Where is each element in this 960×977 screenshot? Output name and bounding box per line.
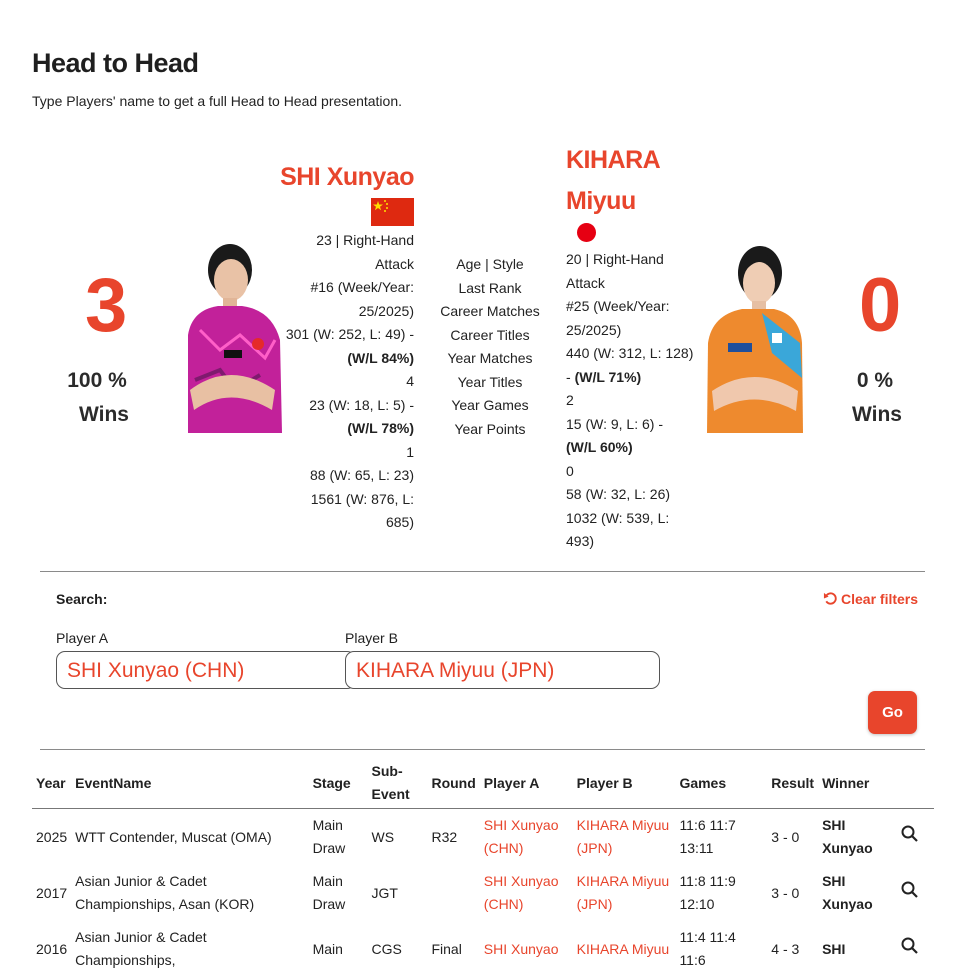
- col-winner[interactable]: Winner: [818, 758, 896, 809]
- player-b-score: 0: [859, 263, 900, 348]
- label-year-titles: Year Titles: [457, 373, 523, 390]
- player-b-last-rank: #25 (Week/Year: 25/2025): [566, 298, 670, 338]
- player-b-name[interactable]: KIHARA Miyuu: [566, 146, 660, 215]
- table-row: [32, 921, 934, 977]
- player-a-year-matches: 23 (W: 18, L: 5) - (W/L 78%): [309, 396, 414, 436]
- cell-event: WTT Contender, Muscat (OMA): [75, 828, 272, 845]
- stat-labels: [440, 253, 540, 441]
- player-b-age-style: 20 | Right-Hand Attack: [566, 251, 664, 291]
- player-b-input[interactable]: KIHARA Miyuu (JPN): [345, 651, 660, 689]
- cell-result: 3 - 0: [771, 884, 800, 901]
- player-a-year-points: 1561 (W: 876, L: 685): [310, 490, 414, 530]
- player-a-career-titles: 4: [406, 373, 414, 389]
- cell-year: 2025: [36, 828, 68, 845]
- player-a-score: 3: [85, 263, 126, 348]
- cell-round: Final: [431, 940, 462, 957]
- player-a-age-style: 23 | Right-Hand Attack: [316, 232, 414, 272]
- label-last-rank: Last Rank: [458, 279, 522, 296]
- cell-player-b-link[interactable]: KIHARA Miyuu (JPN): [576, 817, 670, 856]
- cell-winner: SHI Xunyao: [822, 817, 873, 856]
- label-age-style: Age | Style: [456, 256, 524, 272]
- japan-flag-icon: [577, 223, 596, 242]
- table-row: [32, 809, 934, 866]
- cell-year: 2017: [36, 884, 68, 901]
- col-event-name[interactable]: EventName: [71, 758, 308, 809]
- player-a-field-label: Player A: [56, 630, 109, 646]
- china-flag-icon: [371, 198, 414, 226]
- cell-actions: [896, 865, 934, 921]
- player-b-win-pct: 0 %: [856, 369, 894, 392]
- cell-year: 2016: [36, 940, 68, 957]
- player-a-stats: [284, 229, 414, 535]
- col-round[interactable]: Round: [427, 758, 479, 809]
- player-b-wins-label: Wins: [852, 403, 902, 426]
- player-b-photo: [702, 243, 804, 433]
- cell-games: 11:4 11:4 11:6: [679, 929, 736, 968]
- go-button[interactable]: Go: [868, 691, 917, 734]
- table-row: [32, 865, 934, 921]
- player-a-wins-label: Wins: [79, 403, 129, 426]
- cell-actions: [896, 921, 934, 977]
- page-title: Head to Head: [32, 48, 199, 78]
- player-a-year-titles: 1: [406, 443, 414, 460]
- clear-filters-button[interactable]: [823, 591, 918, 609]
- divider-bottom: [40, 749, 925, 750]
- player-a-career-matches: 301 (W: 252, L: 49) - (W/L 84%): [285, 326, 414, 366]
- label-career-titles: Career Titles: [450, 326, 530, 343]
- cell-actions: [896, 809, 934, 866]
- player-b-career-titles: 2: [566, 392, 574, 408]
- cell-sub-event: CGS: [371, 940, 402, 957]
- cell-player-b-link[interactable]: KIHARA Miyuu (JPN): [576, 873, 670, 912]
- player-b-stats: [566, 248, 696, 554]
- cell-player-b-link[interactable]: KIHARA Miyuu: [576, 940, 670, 957]
- col-actions: [896, 758, 934, 809]
- player-b-year-points: 1032 (W: 539, L: 493): [566, 509, 670, 549]
- cell-player-a-link[interactable]: SHI Xunyao (CHN): [483, 873, 559, 912]
- cell-result: 3 - 0: [771, 828, 800, 845]
- player-b-field-label: Player B: [345, 630, 398, 646]
- player-a-last-rank: #16 (Week/Year: 25/2025): [310, 279, 414, 319]
- cell-stage: Main Draw: [312, 873, 346, 912]
- col-player-b[interactable]: Player B: [573, 758, 676, 809]
- cell-games: 11:6 11:7 13:11: [679, 817, 736, 856]
- player-b-year-matches: 15 (W: 9, L: 6) - (W/L 60%): [566, 415, 663, 455]
- player-a-input[interactable]: SHI Xunyao (CHN): [56, 651, 356, 689]
- col-sub-event[interactable]: Sub-Event: [368, 758, 428, 809]
- player-b-career-matches: 440 (W: 312, L: 128) - (W/L 71%): [566, 345, 694, 385]
- label-year-games: Year Games: [451, 397, 529, 413]
- search-label: Search:: [56, 591, 108, 607]
- magnifier-icon[interactable]: [900, 880, 922, 902]
- cell-sub-event: WS: [371, 828, 395, 845]
- results-table: [32, 758, 934, 977]
- player-a-name[interactable]: SHI Xunyao: [280, 163, 414, 191]
- page-subtitle: Type Players' name to get a full Head to Head presentation.: [32, 93, 403, 109]
- cell-sub-event: JGT: [371, 884, 398, 901]
- table-header-row: [32, 758, 934, 809]
- player-a-year-games: 88 (W: 65, L: 23): [309, 467, 414, 483]
- col-player-a[interactable]: Player A: [480, 758, 573, 809]
- label-career-matches: Career Matches: [440, 303, 540, 319]
- cell-event: Asian Junior & Cadet Championships, Asan (KOR): [75, 873, 255, 912]
- col-result[interactable]: Result: [767, 758, 818, 809]
- label-year-points: Year Points: [454, 420, 526, 437]
- cell-player-a-link[interactable]: SHI Xunyao (CHN): [483, 817, 559, 856]
- undo-icon: [823, 591, 838, 609]
- magnifier-icon[interactable]: [900, 824, 922, 846]
- player-b-year-titles: 0: [566, 462, 574, 479]
- cell-round: [427, 865, 479, 921]
- clear-filters-label: Clear filters: [841, 591, 919, 607]
- cell-round: R32: [431, 828, 458, 845]
- player-a-win-pct: 100 %: [67, 369, 127, 392]
- cell-event: Asian Junior & Cadet Championships,: [75, 929, 207, 968]
- cell-player-a-link[interactable]: SHI Xunyao: [483, 940, 559, 957]
- divider-top: [40, 571, 925, 572]
- col-games[interactable]: Games: [675, 758, 767, 809]
- col-stage[interactable]: Stage: [309, 758, 368, 809]
- cell-winner: SHI: [822, 940, 846, 957]
- cell-games: 11:8 11:9 12:10: [679, 873, 736, 912]
- player-b-year-games: 58 (W: 32, L: 26): [566, 486, 671, 502]
- cell-stage: Main: [312, 940, 343, 957]
- cell-winner: SHI Xunyao: [822, 873, 873, 912]
- cell-stage: Main Draw: [312, 817, 346, 856]
- col-year[interactable]: Year: [32, 758, 71, 809]
- cell-result: 4 - 3: [771, 940, 800, 957]
- player-a-photo: [180, 240, 285, 433]
- label-year-matches: Year Matches: [447, 350, 533, 366]
